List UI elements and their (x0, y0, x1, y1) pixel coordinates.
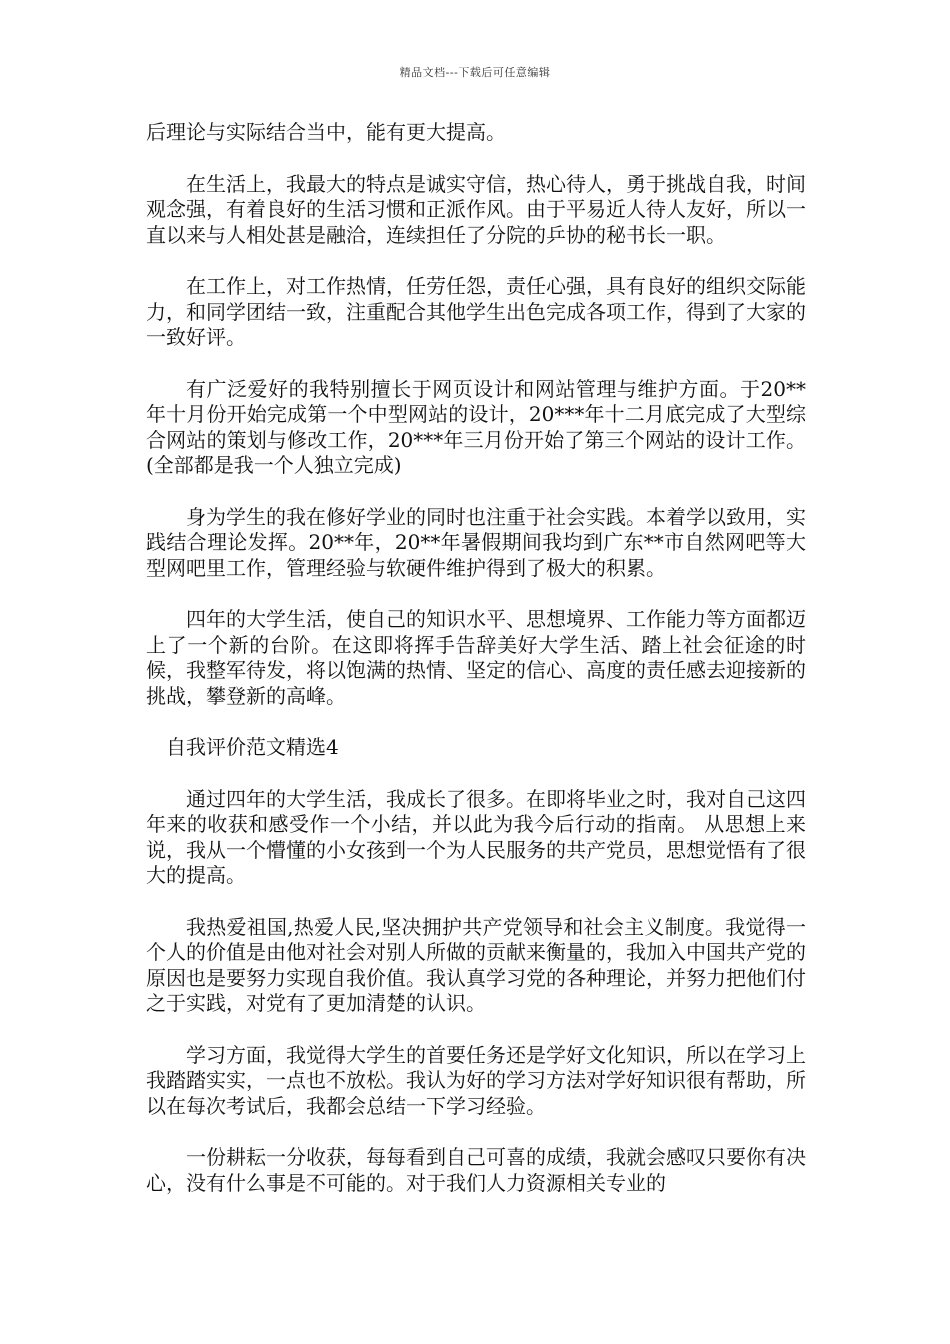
page-header: 精品文档---下载后可任意编辑 (399, 66, 551, 79)
paragraph-patriotism: 我热爱祖国,热爱人民,坚决拥护共产党领导和社会主义制度。我觉得一个人的价值是由他对社会对别人所做的贡献来衡量的，我加入中国共产党的原因也是要努力实现自我价值。我认真学习党的各种理论，并努力把他们付之于实践，对党有了更加清楚的认识。 (146, 914, 806, 1015)
document-body (146, 120, 806, 1222)
section-heading: 自我评价范文精选4 (166, 735, 339, 759)
paragraph-work: 在工作上，对工作热情，任劳任怨，责任心强，具有良好的组织交际能力，和同学团结一致，注重配合其他学生出色完成各项工作，得到了大家的一致好评。 (146, 274, 806, 349)
paragraph-life: 在生活上，我最大的特点是诚实守信，热心待人，勇于挑战自我，时间观念强，有着良好的生活习惯和正派作风。由于平易近人待人友好，所以一直以来与人相处甚是融洽，连续担任了分院的乒协的秘书长一职。 (146, 171, 806, 247)
paragraph-hobbies: 有广泛爱好的我特别擅长于网页设计和网站管理与维护方面。于20**年十月份开始完成第一个中型网站的设计，20***年十二月底完成了大型综合网站的策划与修改工作，20***年三月份开始了第三个网站的设计工作。(全部都是我一个人独立完成) (146, 376, 806, 477)
paragraph-growth: 通过四年的大学生活，我成长了很多。在即将毕业之时，我对自己这四年来的收获和感受作一个小结，并以此为我今后行动的指南。 从思想上来说，我从一个懵懂的小女孩到一个为人民服务的共产党员，思想觉悟有了很大的提高。 (146, 786, 806, 887)
paragraph-effort: 一份耕耘一分收获，每每看到自己可喜的成绩，我就会感叹只要你有决心，没有什么事是不可能的。对于我们人力资源相关专业的 (146, 1145, 806, 1195)
paragraph-practice: 身为学生的我在修好学业的同时也注重于社会实践。本着学以致用，实践结合理论发挥。20**年，20**年暑假期间我均到广东**市自然网吧等大型网吧里工作，管理经验与软硬件维护得到了极大的积累。 (146, 504, 806, 580)
paragraph-study: 学习方面，我觉得大学生的首要任务还是学好文化知识，所以在学习上我踏踏实实，一点也不放松。我认为好的学习方法对学好知识很有帮助，所以在每次考试后，我都会总结一下学习经验。 (146, 1042, 806, 1118)
paragraph-summary: 四年的大学生活，使自己的知识水平、思想境界、工作能力等方面都迈上了一个新的台阶。在这即将挥手告辞美好大学生活、踏上社会征途的时候，我整军待发，将以饱满的热情、坚定的信心、高度的责任感去迎接新的挑战，攀登新的高峰。 (146, 607, 806, 708)
paragraph-continuation: 后理论与实际结合当中，能有更大提高。 (146, 120, 506, 144)
